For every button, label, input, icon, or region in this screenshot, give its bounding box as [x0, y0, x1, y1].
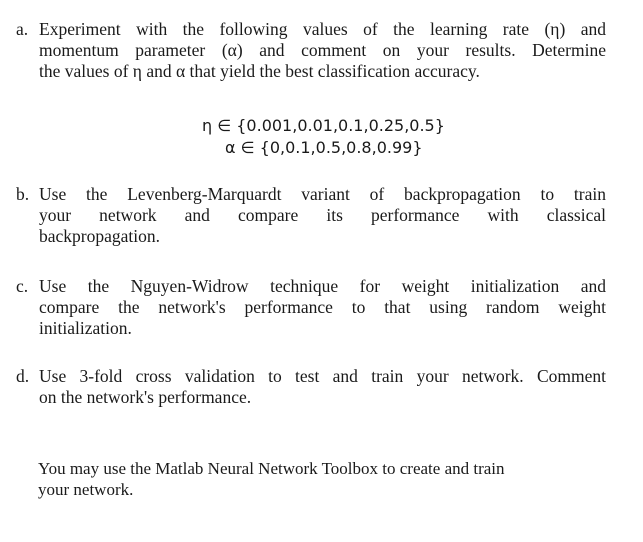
text-line: your network and compare its performance with classical: [39, 205, 606, 225]
item-marker: d.: [16, 366, 30, 386]
text-line: initialization.: [39, 318, 132, 338]
text-line: compare the network's performance to that using random weight: [39, 297, 606, 317]
note-line: You may use the Matlab Neural Network Toolbox to create and train: [38, 459, 505, 478]
text-line: Use 3-fold cross validation to test and train your network. Comment: [39, 366, 606, 386]
text-line: on the network's performance.: [39, 387, 252, 407]
toolbox-note: [38, 458, 598, 500]
text-line: Use the Nguyen-Widrow technique for weight initialization and: [39, 276, 606, 296]
question-item-b: [16, 184, 606, 247]
text-line: momentum parameter (α) and comment on your results. Determine: [39, 40, 606, 60]
item-text: [39, 366, 606, 408]
item-marker: a.: [16, 19, 29, 39]
note-line: your network.: [38, 480, 134, 499]
text-line: Use the Levenberg-Marquardt variant of backpropagation to train: [39, 184, 606, 204]
momentum-set: α ∈ {0,0.1,0.5,0.8,0.99}: [225, 138, 423, 157]
item-text: [39, 276, 606, 339]
question-item-a: [16, 19, 606, 82]
text-line: the values of η and α that yield the best classification accuracy.: [39, 61, 480, 81]
text-line: backpropagation.: [39, 226, 160, 246]
item-text: [39, 184, 606, 247]
item-marker: b.: [16, 184, 30, 204]
item-marker: c.: [16, 276, 29, 296]
learning-rate-set: η ∈ {0.001,0.01,0.1,0.25,0.5}: [202, 116, 445, 135]
question-item-d: [16, 366, 606, 408]
question-item-c: [16, 276, 606, 339]
item-text: [39, 19, 606, 82]
text-line: Experiment with the following values of the learning rate (η) and: [39, 19, 606, 39]
